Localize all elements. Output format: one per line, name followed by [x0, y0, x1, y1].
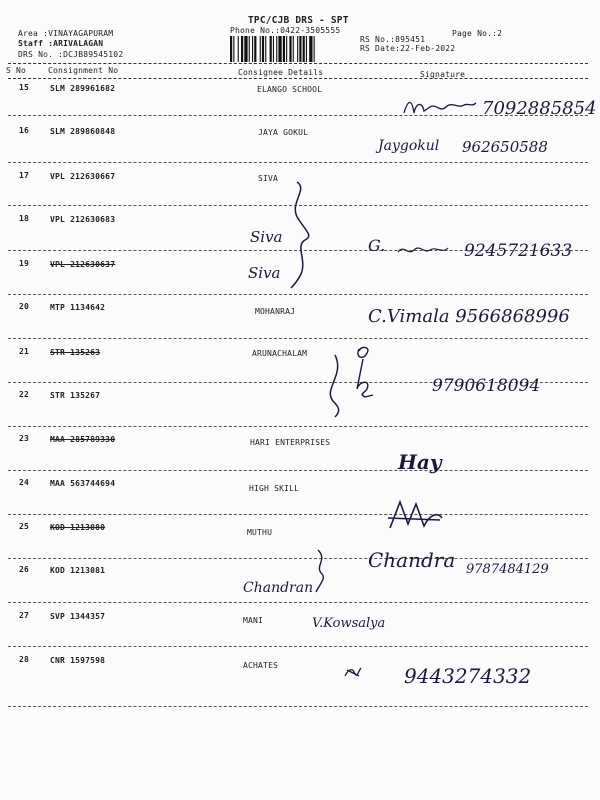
row-divider	[8, 558, 588, 559]
row-divider	[8, 602, 588, 603]
row-divider	[8, 426, 588, 427]
row-20-consignment: MTP 1134642	[50, 303, 106, 312]
signature-18-phone: 9245721633	[464, 241, 573, 261]
signature-18-name: G.	[368, 236, 386, 255]
row-15-consignment: SLM 289961682	[50, 84, 116, 93]
header-top-divider	[8, 63, 588, 64]
row-25-consignment: KOD 1213080	[50, 523, 106, 532]
signature-scribble-15	[400, 95, 480, 125]
row-27-sno: 27	[19, 611, 30, 620]
row-28-consignment: CNR 1597598	[50, 656, 106, 665]
row-divider	[8, 470, 588, 471]
row-25-sno: 25	[19, 522, 30, 531]
row-28-consignee: ACHATES	[243, 661, 279, 670]
row-divider	[8, 162, 588, 163]
staff-label: Staff :ARIVALAGAN	[18, 39, 104, 48]
row-17-sno: 17	[19, 171, 30, 180]
row-21-consignee: ARUNACHALAM	[252, 349, 308, 358]
row-17-consignee: SIVA	[258, 174, 279, 183]
rs-number: RS No.:895451	[360, 35, 426, 44]
row-21-consignment: STR 135263	[50, 348, 101, 357]
signature-23: Hay	[398, 450, 442, 474]
signature-20: C.Vimala 9566868996	[368, 306, 570, 327]
column-header-sno: S No	[6, 66, 27, 75]
signature-16-name: Jaygokul	[378, 138, 440, 154]
row-18-consignment: VPL 212630683	[50, 215, 116, 224]
row-24-sno: 24	[19, 478, 30, 487]
phone-number: Phone No.:0422-3505555	[230, 26, 341, 35]
row-27-consignment: SVP 1344357	[50, 612, 106, 621]
row-28-sno: 28	[19, 655, 30, 664]
row-26-sno: 26	[19, 565, 30, 574]
brace-chandran	[310, 548, 334, 594]
column-header-consignment: Consignment No	[48, 66, 119, 75]
column-header-consignee: Consignee Details	[238, 68, 324, 77]
drs-number: DRS No. :DCJB89545102	[18, 50, 124, 59]
row-22-consignment: STR 135267	[50, 391, 101, 400]
row-divider	[8, 514, 588, 515]
row-16-consignment: SLM 289860848	[50, 127, 116, 136]
header-bottom-divider	[8, 78, 588, 79]
row-21-sno: 21	[19, 347, 30, 356]
row-23-sno: 23	[19, 434, 30, 443]
column-header-signature: Signature	[420, 70, 466, 79]
row-divider	[8, 294, 588, 295]
area-label: Area :VINAYAGAPURAM	[18, 29, 114, 38]
row-17-consignment: VPL 212630667	[50, 172, 116, 181]
row-19-consignment: VPL 212630637	[50, 260, 116, 269]
handwritten-siva-2: Siva	[248, 264, 281, 282]
signature-25-scribble	[386, 498, 446, 532]
row-divider	[8, 338, 588, 339]
signature-28-scribble	[343, 664, 363, 680]
barcode	[230, 36, 355, 62]
signature-15-phone: 7092885854	[482, 98, 597, 119]
signature-16-phone: 962650588	[462, 138, 548, 156]
rs-date: RS Date:22-Feb-2022	[360, 44, 456, 53]
row-16-consignee: JAYA GOKUL	[258, 128, 309, 137]
signature-26: Chandra	[368, 548, 456, 572]
row-20-consignee: MOHANRAJ	[255, 307, 296, 316]
row-20-sno: 20	[19, 302, 30, 311]
row-24-consignee: HIGH SKILL	[249, 484, 300, 493]
row-19-sno: 19	[19, 259, 30, 268]
row-25-consignee: MUTHU	[247, 528, 273, 537]
row-divider	[8, 646, 588, 647]
handwritten-siva-1: Siva	[250, 228, 283, 246]
row-18-sno: 18	[19, 214, 30, 223]
signature-21-phone: 9790618094	[432, 376, 541, 396]
row-24-consignment: MAA 563744694	[50, 479, 116, 488]
handwritten-chandran: Chandran	[243, 580, 314, 596]
row-16-sno: 16	[19, 126, 30, 135]
row-22-sno: 22	[19, 390, 30, 399]
signature-27: V.Kowsalya	[312, 616, 386, 631]
row-23-consignee: HARI ENTERPRISES	[250, 438, 331, 447]
signature-26-phone: 9787484129	[466, 562, 549, 577]
signature-28-phone: 9443274332	[404, 664, 532, 688]
page-number: Page No.:2	[452, 29, 503, 38]
row-15-sno: 15	[19, 83, 30, 92]
row-26-consignment: KOD 1213081	[50, 566, 106, 575]
sheet-title: TPC/CJB DRS - SPT	[248, 15, 349, 26]
brace-and-signature-21	[315, 345, 375, 425]
signature-18-scribble	[394, 240, 458, 260]
row-divider	[8, 706, 588, 707]
brace-siva	[285, 180, 315, 290]
row-27-consignee: MANI	[243, 616, 264, 625]
row-15-consignee: ELANGO SCHOOL	[257, 85, 323, 94]
row-23-consignment: MAA 285789330	[50, 435, 116, 444]
